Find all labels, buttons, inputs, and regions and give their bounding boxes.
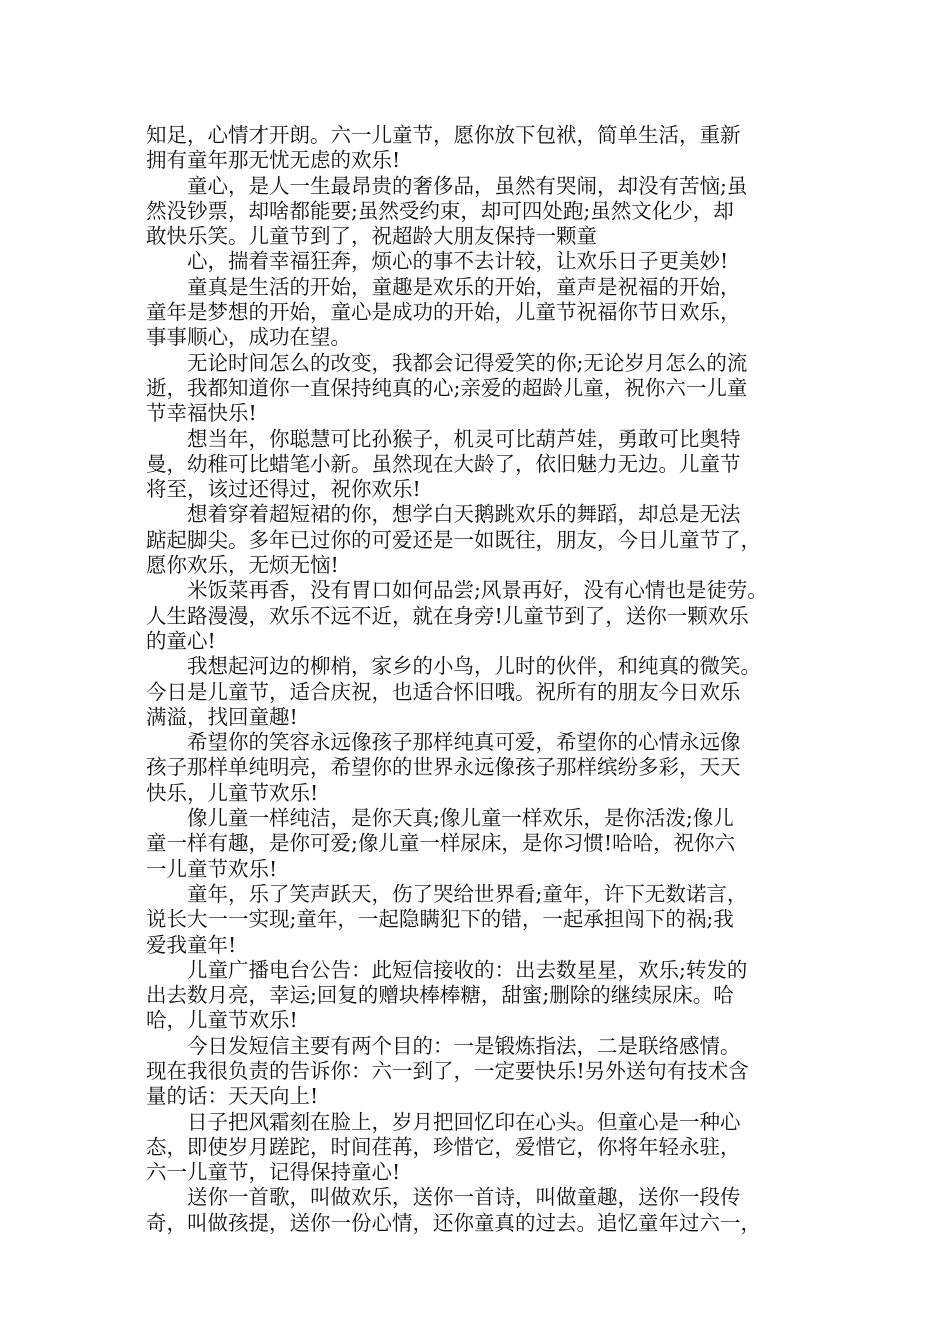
paragraph-line: 量的话：天天向上! xyxy=(146,1084,319,1109)
paragraph xyxy=(146,427,826,503)
paragraph xyxy=(146,578,826,654)
paragraph xyxy=(146,654,826,730)
paragraph-line: 今日发短信主要有两个目的：一是锻炼指法，二是联络感情。 xyxy=(187,1033,741,1058)
paragraph-line: 孩子那样单纯明亮，希望你的世界永远像孩子那样缤纷多彩，天天 xyxy=(146,755,741,780)
paragraph-line: 事事顺心，成功在望。 xyxy=(146,325,351,350)
paragraph-line: 儿童广播电台公告：此短信接收的：出去数星星，欢乐;转发的 xyxy=(187,957,748,982)
paragraph-line: 六一儿童节，记得保持童心! xyxy=(146,1160,401,1185)
paragraph-line: 童心，是人一生最昂贵的奢侈品，虽然有哭闹，却没有苦恼;虽 xyxy=(187,173,748,198)
paragraph-line: 说长大一一实现;童年，一起隐瞒犯下的错，一起承担闯下的祸;我 xyxy=(146,907,734,932)
paragraph-line: 敢快乐笑。儿童节到了，祝超龄大朋友保持一颗童 xyxy=(146,224,597,249)
paragraph-line: 想着穿着超短裙的你，想学白天鹅跳欢乐的舞蹈，却总是无法 xyxy=(187,502,741,527)
paragraph xyxy=(146,275,826,351)
paragraph xyxy=(146,351,826,427)
paragraph-line: 童真是生活的开始，童趣是欢乐的开始，童声是祝福的开始， xyxy=(187,274,741,299)
paragraph xyxy=(146,174,826,250)
paragraph-line: 今日是儿童节，适合庆祝，也适合怀旧哦。祝所有的朋友今日欢乐 xyxy=(146,679,741,704)
paragraph-line: 愿你欢乐，无烦无恼! xyxy=(146,553,339,578)
paragraph-line: 米饭菜再香，没有胃口如何品尝;风景再好，没有心情也是徒劳。 xyxy=(187,578,768,603)
paragraph xyxy=(146,502,826,578)
paragraph-line: 现在我很负责的告诉你：六一到了，一定要快乐!另外送句有技术含 xyxy=(146,1058,749,1083)
paragraph-line: 出去数月亮，幸运;回复的赠块棒棒糖，甜蜜;删除的继续尿床。哈 xyxy=(146,983,734,1008)
paragraph-line: 人生路漫漫，欢乐不远不近，就在身旁!儿童节到了，送你一颗欢乐 xyxy=(146,603,749,628)
paragraph-line: 心，揣着幸福狂奔，烦心的事不去计较，让欢乐日子更美妙! xyxy=(187,249,729,274)
paragraph-line: 拥有童年那无忧无虑的欢乐! xyxy=(146,148,401,173)
paragraph-line: 童一样有趣，是你可爱;像儿童一样尿床，是你习惯!哈哈，祝你六 xyxy=(146,831,736,856)
paragraph-line: 的童心! xyxy=(146,628,216,653)
paragraph-line: 然没钞票，却啥都能要;虽然受约束，却可四处跑;虽然文化少，却 xyxy=(146,198,734,223)
paragraph-line: 节幸福快乐! xyxy=(146,401,257,426)
paragraph xyxy=(146,882,826,958)
paragraph xyxy=(146,1034,826,1110)
paragraph-line: 奇，叫做孩提，送你一份心情，还你童真的过去。追忆童年过六一， xyxy=(146,1210,761,1235)
paragraph xyxy=(146,806,826,882)
paragraph xyxy=(146,730,826,806)
paragraph-line: 将至，该过还得过，祝你欢乐! xyxy=(146,477,421,502)
paragraph-line: 哈，儿童节欢乐! xyxy=(146,1008,298,1033)
paragraph-line: 无论时间怎么的改变，我都会记得爱笑的你;无论岁月怎么的流 xyxy=(187,350,748,375)
paragraph-line: 逝，我都知道你一直保持纯真的心;亲爱的超龄儿童，祝你六一儿童 xyxy=(146,375,748,400)
paragraph xyxy=(146,123,826,174)
paragraph xyxy=(146,1185,826,1236)
paragraph-line: 爱我童年! xyxy=(146,932,237,957)
paragraph-line: 童年，乐了笑声跃天，伤了哭给世界看;童年，许下无数诺言， xyxy=(187,881,748,906)
paragraph-line: 曼，幼稚可比蜡笔小新。虽然现在大龄了，依旧魅力无边。儿童节 xyxy=(146,451,741,476)
paragraph-line: 满溢，找回童趣! xyxy=(146,704,298,729)
paragraph xyxy=(146,249,826,274)
paragraph-line: 希望你的笑容永远像孩子那样纯真可爱，希望你的心情永远像 xyxy=(187,730,741,755)
paragraph-line: 态，即使岁月蹉跎，时间荏苒，珍惜它，爱惜它，你将年轻永驻， xyxy=(146,1134,741,1159)
document-body xyxy=(146,123,826,1236)
paragraph xyxy=(146,958,826,1034)
paragraph-line: 快乐，儿童节欢乐! xyxy=(146,780,319,805)
paragraph xyxy=(146,1110,826,1186)
paragraph-line: 童年是梦想的开始，童心是成功的开始，儿童节祝福你节日欢乐， xyxy=(146,300,741,325)
paragraph-line: 像儿童一样纯洁，是你天真;像儿童一样欢乐，是你活泼;像儿 xyxy=(187,806,734,831)
paragraph-line: 日子把风霜刻在脸上，岁月把回忆印在心头。但童心是一种心 xyxy=(187,1109,741,1134)
paragraph-line: 我想起河边的柳梢，家乡的小鸟，儿时的伙伴，和纯真的微笑。 xyxy=(187,654,761,679)
paragraph-line: 送你一首歌，叫做欢乐，送你一首诗，叫做童趣，送你一段传 xyxy=(187,1185,741,1210)
paragraph-line: 想当年，你聪慧可比孙猴子，机灵可比葫芦娃，勇敢可比奥特 xyxy=(187,426,741,451)
paragraph-line: 一儿童节欢乐! xyxy=(146,856,278,881)
paragraph-line: 踮起脚尖。多年已过你的可爱还是一如既往，朋友，今日儿童节了， xyxy=(146,527,761,552)
paragraph-line: 知足，心情才开朗。六一儿童节，愿你放下包袱，简单生活，重新 xyxy=(146,123,741,147)
